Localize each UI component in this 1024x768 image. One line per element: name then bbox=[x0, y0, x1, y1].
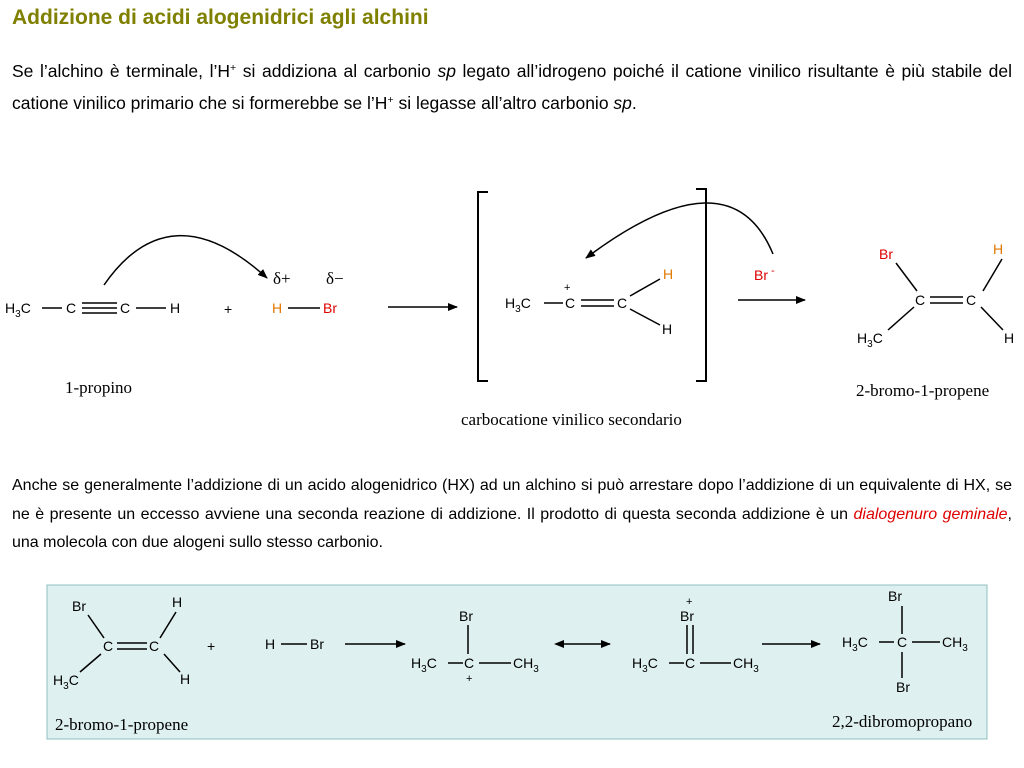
p1-text-4: si legasse all’altro carbonio bbox=[393, 93, 614, 113]
bromide-ion: Br - bbox=[754, 265, 775, 283]
p2-text-2: , una molecola con due alogeni sullo stesso carbonio. bbox=[12, 505, 1012, 551]
r2-reactant-c1: C bbox=[103, 638, 114, 654]
p1-sup-1: + bbox=[230, 62, 237, 75]
product-c1: C bbox=[915, 292, 926, 308]
product-h-top: H bbox=[993, 241, 1004, 257]
cation-ch3-label: $H_3C$ bbox=[505, 295, 531, 315]
cation-bond-h-bottom bbox=[630, 309, 660, 325]
p1-text-2: si addiziona al carbonio bbox=[236, 61, 438, 81]
r2-reactant-br: Br bbox=[72, 598, 86, 614]
r2-reactant-h-bottom: H bbox=[180, 671, 191, 687]
curved-arrow-bromide-attack bbox=[586, 203, 773, 258]
p1-text-3: legato all’idrogeno poiché il catione vinilico risultante è più stabile del catione vinilico primario che si formerebbe se l’H bbox=[12, 61, 1013, 113]
r2-bromonium-ch3-right: $CH_3$ bbox=[733, 655, 759, 675]
r2-product-ch3-left: $H_3C$ bbox=[842, 634, 868, 654]
r2-cation-br: Br bbox=[459, 608, 473, 624]
propyne-ch3-label: $H_3C$ bbox=[5, 300, 31, 320]
p2-highlight: dialogenuro geminale bbox=[853, 505, 1008, 523]
r2-product-ch3-right: $CH_3$ bbox=[942, 634, 968, 654]
product-name-1: 2-bromo-1-propene bbox=[856, 381, 990, 400]
r2-cation-plus: + bbox=[466, 673, 473, 685]
product-ch3-label: $H_3C$ bbox=[857, 330, 883, 350]
product-bond-ch3 bbox=[888, 307, 914, 330]
product-c2: C bbox=[966, 292, 977, 308]
bracket-left bbox=[478, 192, 488, 381]
cation-c1: C bbox=[565, 295, 576, 311]
r2-bromonium-plus: + bbox=[686, 596, 693, 608]
cation-c2: C bbox=[617, 295, 628, 311]
r2-product-name: 2,2-dibromopropano bbox=[832, 712, 973, 731]
r2-product-br-top: Br bbox=[888, 588, 902, 604]
product-bond-h-top bbox=[983, 259, 1002, 291]
r2-hbr-br: Br bbox=[310, 636, 324, 652]
r2-product-br-bottom: Br bbox=[896, 679, 910, 695]
intermediate-name: carbocatione vinilico secondario bbox=[461, 410, 682, 429]
r2-cation-c: C bbox=[464, 655, 475, 671]
bracket-right bbox=[696, 189, 706, 381]
cation-h-bottom: H bbox=[662, 321, 673, 337]
p2-text-1: Anche se generalmente l’addizione di un acido alogenidrico (HX) ad un alchino si può arrestare dopo l’addizione di un equivalente di HX, se ne è presente un eccesso avviene una seconda reazione di addizione. Il prodotto di questa seconda addizione è un bbox=[12, 477, 1012, 523]
r2-bromonium-br: Br bbox=[680, 608, 694, 624]
delta-minus: δ− bbox=[326, 269, 344, 288]
hbr-br: Br bbox=[323, 300, 337, 316]
r2-hbr-h: H bbox=[265, 636, 276, 652]
r2-bromonium-ch3-left: $H_3C$ bbox=[632, 655, 658, 675]
r2-reactant-name: 2-bromo-1-propene bbox=[55, 715, 189, 734]
curved-arrow-alkyne-to-h bbox=[104, 236, 267, 285]
product-bond-br bbox=[896, 263, 917, 291]
r2-reactant-c2: C bbox=[149, 638, 160, 654]
r2-cation-ch3-left: $H_3C$ bbox=[411, 655, 437, 675]
p1-text-5: . bbox=[631, 93, 637, 113]
propyne-c1: C bbox=[66, 300, 77, 316]
product-h-bottom: H bbox=[1004, 330, 1015, 346]
product-bond-h-bottom bbox=[981, 307, 1003, 330]
p1-em-2: sp bbox=[613, 93, 632, 113]
r2-bromonium-c: C bbox=[685, 655, 696, 671]
plus-sign-1: + bbox=[224, 301, 233, 317]
propyne-h: H bbox=[170, 300, 181, 316]
r2-reactant-h-top: H bbox=[172, 594, 183, 610]
cation-h-top: H bbox=[663, 266, 674, 282]
p1-text-1: Se l’alchino è terminale, l’H bbox=[12, 61, 231, 81]
product-br: Br bbox=[879, 246, 893, 262]
r2-plus-sign: + bbox=[207, 638, 216, 654]
r2-product-c: C bbox=[897, 634, 908, 650]
propyne-c2: C bbox=[120, 300, 131, 316]
delta-plus: δ+ bbox=[273, 269, 291, 288]
page-title: Addizione di acidi alogenidrici agli alchini bbox=[12, 6, 429, 29]
p1-sup-2: + bbox=[387, 94, 394, 107]
cation-plus: + bbox=[564, 282, 571, 294]
r2-cation-ch3-right: $CH_3$ bbox=[513, 655, 539, 675]
r2-reactant-ch3: $H_3C$ bbox=[53, 672, 79, 692]
reactant-name-1: 1-propino bbox=[65, 378, 133, 397]
hbr-h: H bbox=[272, 300, 283, 316]
cation-bond-h-top bbox=[630, 279, 660, 296]
p1-em-1: sp bbox=[437, 61, 456, 81]
